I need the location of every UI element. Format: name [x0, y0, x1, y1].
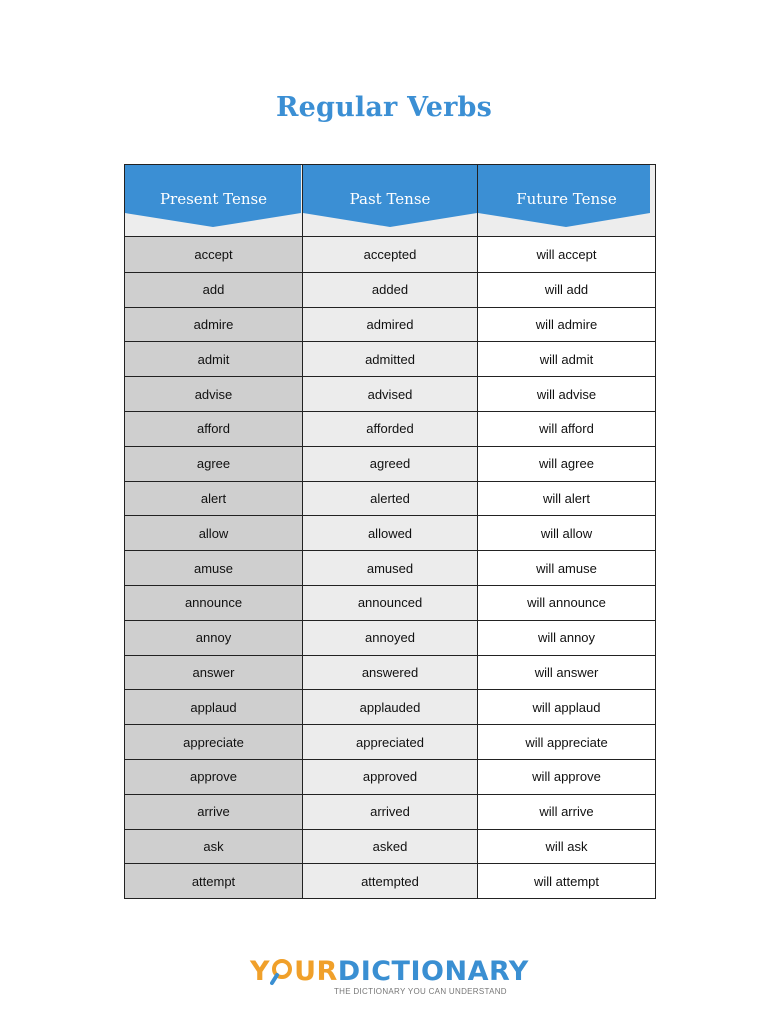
table-row — [125, 307, 655, 342]
present-tense-cell: approve — [125, 760, 302, 794]
future-tense-cell: will alert — [477, 482, 655, 516]
present-tense-cell: applaud — [125, 690, 302, 724]
present-tense-cell: announce — [125, 586, 302, 620]
past-tense-cell: afforded — [302, 412, 477, 446]
future-tense-cell: will answer — [477, 656, 655, 690]
table-row — [125, 376, 655, 411]
future-tense-cell: will appreciate — [477, 725, 655, 759]
verbs-table — [124, 164, 656, 899]
table-row — [125, 829, 655, 864]
past-tense-cell: admired — [302, 308, 477, 342]
past-tense-cell: accepted — [302, 237, 477, 272]
future-tense-cell: will applaud — [477, 690, 655, 724]
past-tense-cell: alerted — [302, 482, 477, 516]
past-tense-cell: admitted — [302, 342, 477, 376]
table-row — [125, 759, 655, 794]
future-tense-cell: will approve — [477, 760, 655, 794]
header-past — [302, 165, 477, 236]
table-row — [125, 515, 655, 550]
future-tense-cell: will admire — [477, 308, 655, 342]
present-tense-cell: agree — [125, 447, 302, 481]
table-row — [125, 550, 655, 585]
yourdictionary-logo — [250, 956, 529, 1002]
table-row — [125, 689, 655, 724]
logo-tagline: THE DICTIONARY YOU CAN UNDERSTAND — [334, 987, 507, 996]
present-tense-cell: arrive — [125, 795, 302, 829]
past-tense-cell: amused — [302, 551, 477, 585]
table-row — [125, 237, 655, 272]
future-tense-cell: will attempt — [477, 864, 655, 898]
present-tense-cell: attempt — [125, 864, 302, 898]
past-tense-cell: appreciated — [302, 725, 477, 759]
future-tense-cell: will admit — [477, 342, 655, 376]
future-tense-cell: will amuse — [477, 551, 655, 585]
present-tense-cell: admit — [125, 342, 302, 376]
past-tense-cell: added — [302, 273, 477, 307]
logo-dictionary: DICTIONARY — [337, 956, 529, 987]
future-tense-cell: will afford — [477, 412, 655, 446]
past-tense-cell: asked — [302, 830, 477, 864]
table-row — [125, 272, 655, 307]
present-tense-cell: afford — [125, 412, 302, 446]
present-tense-cell: alert — [125, 482, 302, 516]
past-tense-cell: arrived — [302, 795, 477, 829]
table-row — [125, 411, 655, 446]
past-tense-cell: approved — [302, 760, 477, 794]
present-tense-cell: ask — [125, 830, 302, 864]
header-present-label: Present Tense — [159, 190, 268, 208]
present-tense-cell: amuse — [125, 551, 302, 585]
magnifier-icon — [270, 956, 294, 984]
table-body — [125, 237, 655, 898]
table-row — [125, 620, 655, 655]
present-tense-cell: answer — [125, 656, 302, 690]
past-tense-cell: advised — [302, 377, 477, 411]
future-tense-cell: will accept — [477, 237, 655, 272]
table-row — [125, 341, 655, 376]
present-tense-cell: admire — [125, 308, 302, 342]
present-tense-cell: advise — [125, 377, 302, 411]
future-tense-cell: will arrive — [477, 795, 655, 829]
future-tense-cell: will agree — [477, 447, 655, 481]
present-tense-cell: annoy — [125, 621, 302, 655]
page-title: Regular Verbs — [275, 92, 493, 123]
header-future — [477, 165, 655, 236]
past-tense-cell: allowed — [302, 516, 477, 550]
future-tense-cell: will allow — [477, 516, 655, 550]
future-tense-cell: will ask — [477, 830, 655, 864]
table-row — [125, 585, 655, 620]
present-tense-cell: allow — [125, 516, 302, 550]
header-present — [125, 165, 302, 236]
header-future-label: Future Tense — [516, 190, 617, 208]
present-tense-cell: appreciate — [125, 725, 302, 759]
table-row — [125, 481, 655, 516]
table-row — [125, 724, 655, 759]
table-row — [125, 655, 655, 690]
present-tense-cell: add — [125, 273, 302, 307]
present-tense-cell: accept — [125, 237, 302, 272]
logo-your-y: Y — [250, 956, 271, 987]
table-header — [125, 165, 655, 237]
past-tense-cell: agreed — [302, 447, 477, 481]
past-tense-cell: announced — [302, 586, 477, 620]
future-tense-cell: will add — [477, 273, 655, 307]
table-row — [125, 794, 655, 829]
future-tense-cell: will announce — [477, 586, 655, 620]
table-row — [125, 446, 655, 481]
past-tense-cell: attempted — [302, 864, 477, 898]
past-tense-cell: applauded — [302, 690, 477, 724]
past-tense-cell: annoyed — [302, 621, 477, 655]
future-tense-cell: will advise — [477, 377, 655, 411]
logo-your-ur: UR — [294, 956, 338, 987]
logo-wordmark — [250, 956, 529, 988]
past-tense-cell: answered — [302, 656, 477, 690]
header-past-label: Past Tense — [349, 190, 431, 208]
table-row — [125, 863, 655, 898]
future-tense-cell: will annoy — [477, 621, 655, 655]
